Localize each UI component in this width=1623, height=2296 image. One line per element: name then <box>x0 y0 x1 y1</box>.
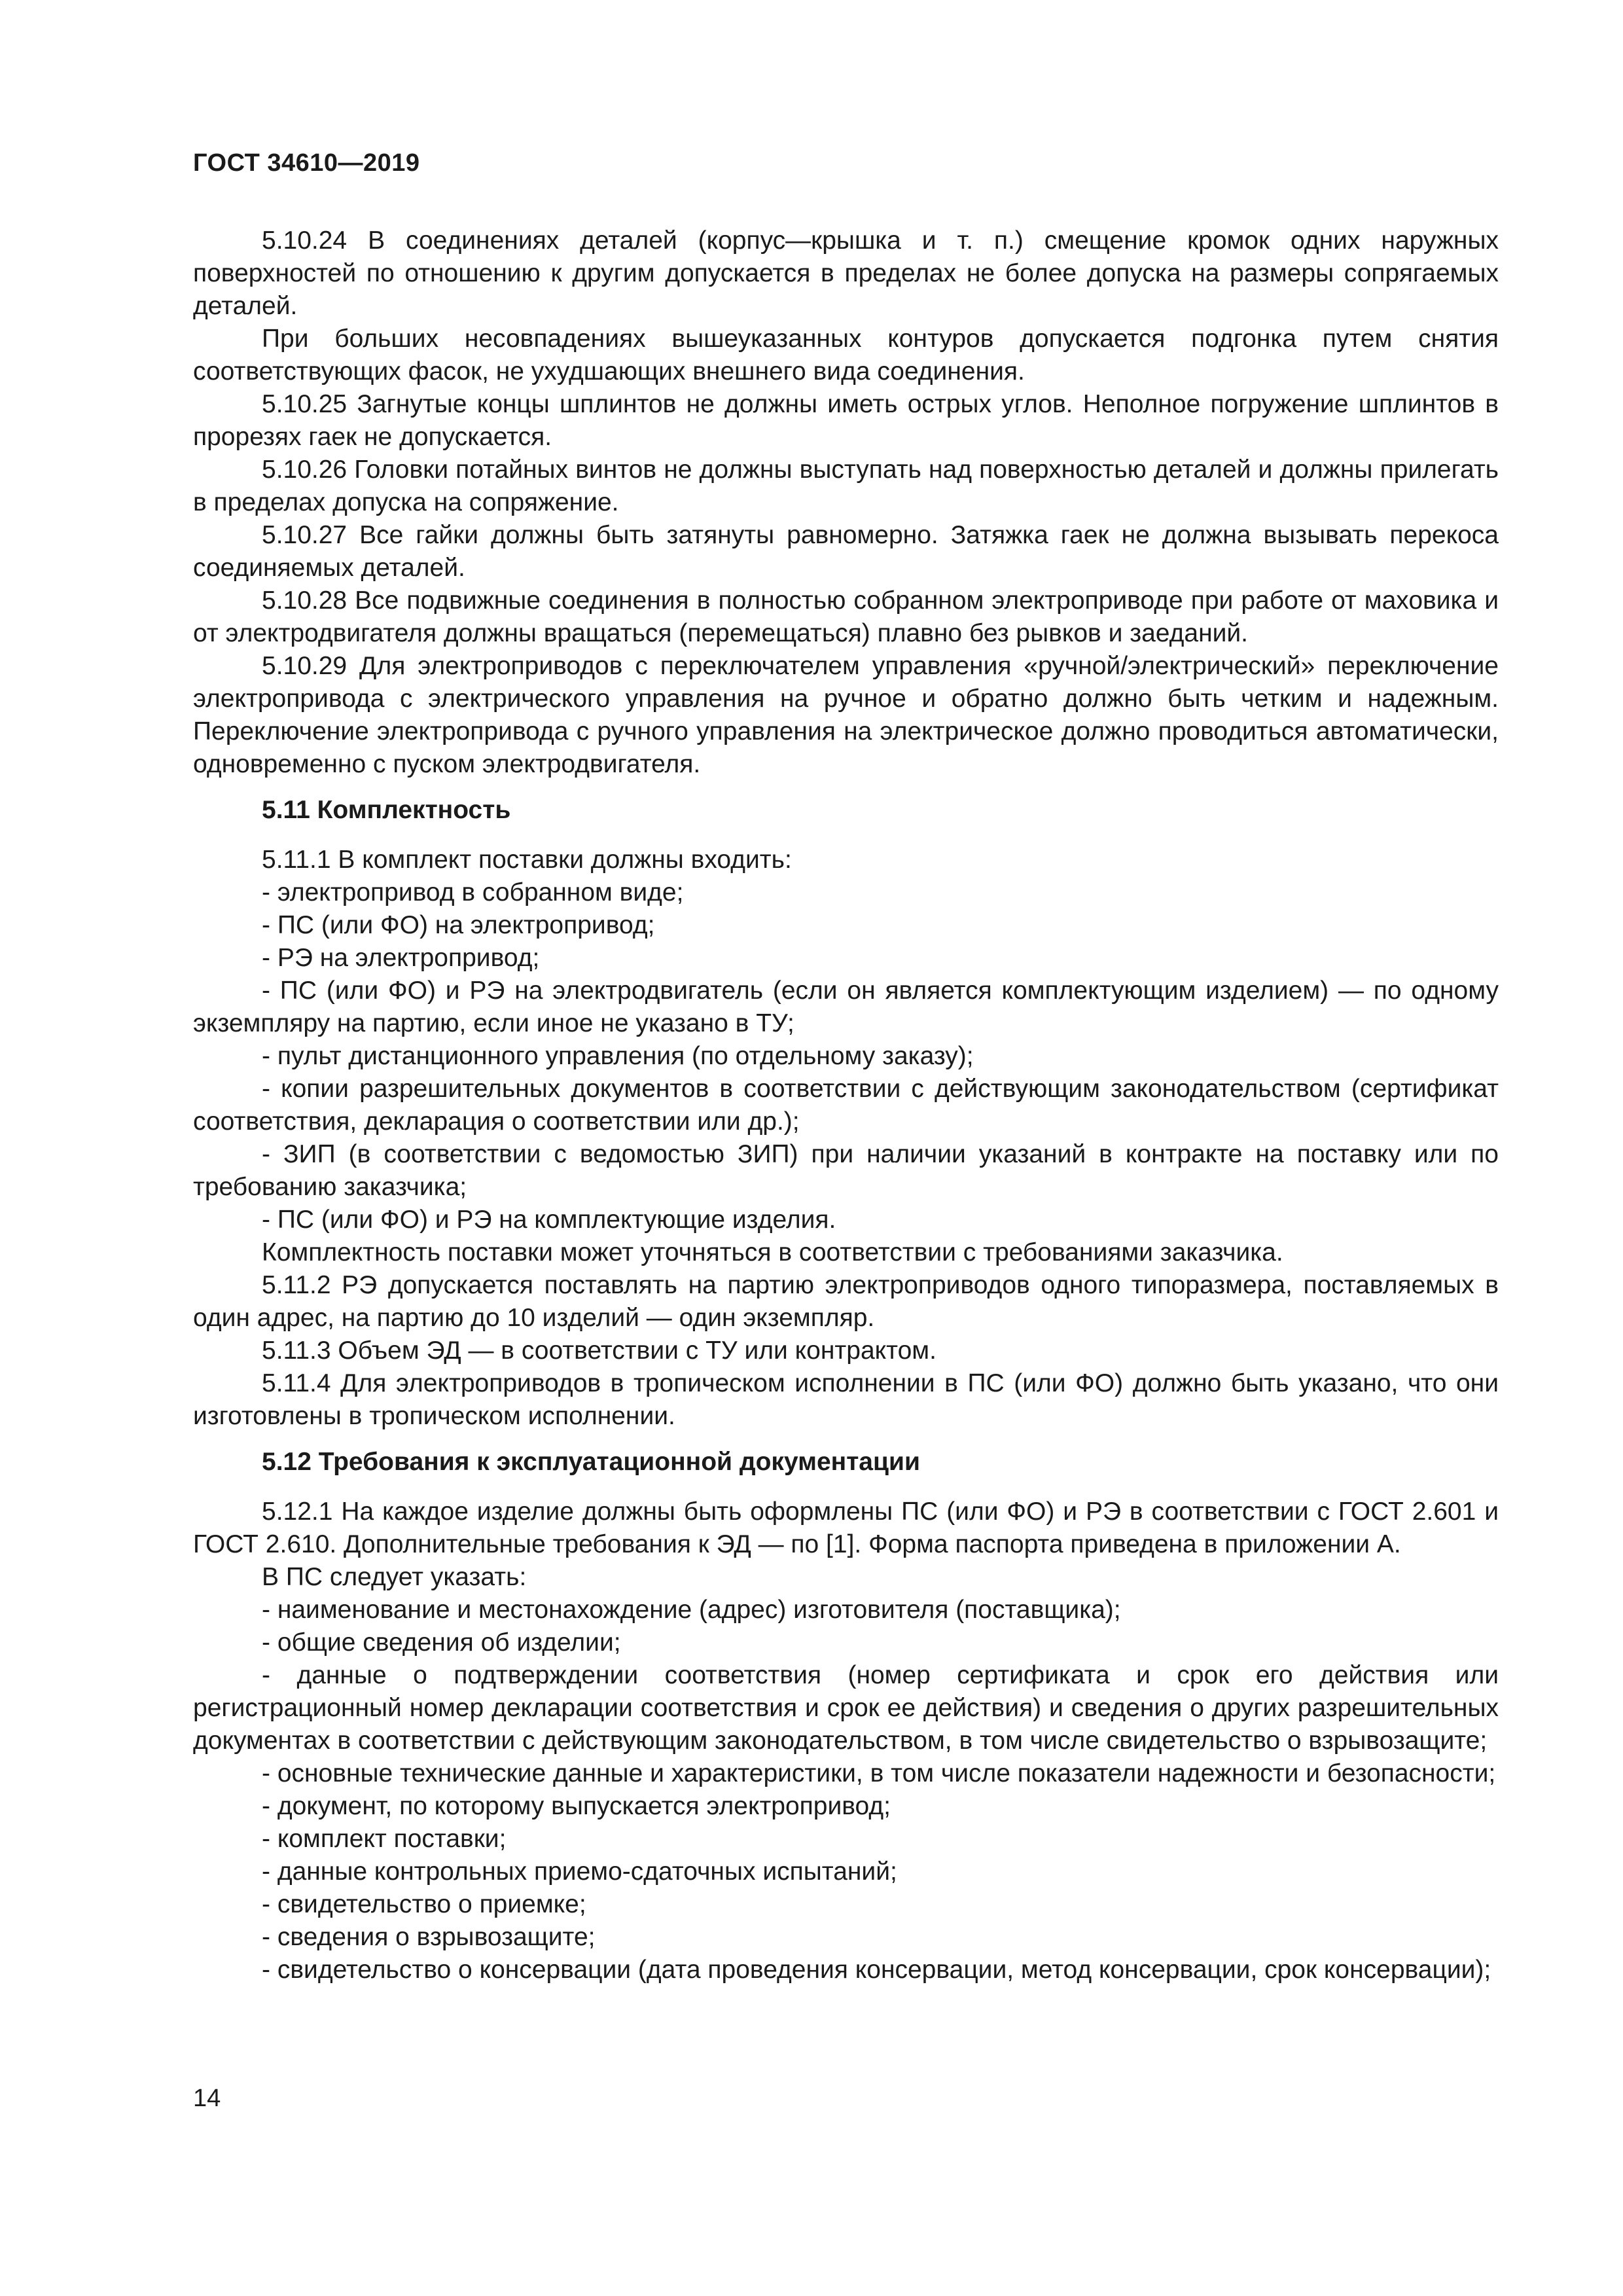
document-body <box>193 224 1499 1986</box>
list-item: - данные о подтверждении соответствия (номер сертификата и срок его действия или регистрационный номер декларации соответствия и срок ее действия) и сведения о других разрешительных документах в соответствии с действующим законодательством, в том числе свидетельство о взрывозащите; <box>193 1661 1499 1755</box>
page-number: 14 <box>193 2085 221 2112</box>
paragraph: 5.11.2 РЭ допускается поставлять на партию электроприводов одного типоразмера, поставляемых в один адрес, на партию до 10 изделий — один экземпляр. <box>193 1271 1499 1332</box>
list-item: - свидетельство о консервации (дата проведения консервации, метод консервации, срок консервации); <box>262 1956 1491 1984</box>
list-item: - данные контрольных приемо-сдаточных испытаний; <box>262 1857 897 1886</box>
paragraph: 5.11.4 Для электроприводов в тропическом исполнении в ПС (или ФО) должно быть указано, что они изготовлены в тропическом исполнении. <box>193 1369 1499 1430</box>
paragraph: 5.10.24 В соединениях деталей (корпус—крышка и т. п.) смещение кромок одних наружных поверхностей по отношению к другим допускается в пределах не более допуска на размеры сопрягаемых деталей. <box>193 226 1499 320</box>
list-item: - ПС (или ФО) на электропривод; <box>262 911 655 939</box>
list-item: - наименование и местонахождение (адрес) изготовителя (поставщика); <box>262 1596 1121 1624</box>
paragraph: В ПС следует указать: <box>262 1563 527 1591</box>
list-item: - ПС (или ФО) и РЭ на электродвигатель (если он является комплектующим изделием) — по одному экземпляру на партию, если иное не указано в ТУ; <box>193 977 1499 1037</box>
list-item: - свидетельство о приемке; <box>262 1890 586 1918</box>
paragraph: 5.11.1 В комплект поставки должны входить: <box>262 846 792 874</box>
section-heading-completeness: 5.11 Комплектность <box>262 796 511 824</box>
section-heading-documentation: 5.12 Требования к эксплуатационной документации <box>262 1448 920 1476</box>
paragraph: 5.10.26 Головки потайных винтов не должны выступать над поверхностью деталей и должны прилегать в пределах допуска на сопряжение. <box>193 456 1499 516</box>
list-item: - ПС (или ФО) и РЭ на комплектующие изделия. <box>262 1206 836 1234</box>
paragraph: 5.10.29 Для электроприводов с переключателем управления «ручной/электрический» переключение электропривода с электрического управления на ручное и обратно должно быть четким и надежным. Переключение электропривода с ручного управления на электрическое должно проводиться автоматически, одновременно с пуском электродвигателя. <box>193 652 1499 778</box>
list-item: - копии разрешительных документов в соответствии с действующим законодательством (сертификат соответствия, декларация о соответствии или др.); <box>193 1075 1499 1136</box>
paragraph: 5.10.27 Все гайки должны быть затянуты равномерно. Затяжка гаек не должна вызывать перекоса соединяемых деталей. <box>193 521 1499 582</box>
paragraph: 5.11.3 Объем ЭД — в соответствии с ТУ или контрактом. <box>262 1336 936 1365</box>
paragraph: 5.10.25 Загнутые концы шплинтов не должны иметь острых углов. Неполное погружение шплинтов в прорезях гаек не допускается. <box>193 390 1499 451</box>
list-item: - сведения о взрывозащите; <box>262 1923 596 1951</box>
list-item: - основные технические данные и характеристики, в том числе показатели надежности и безопасности; <box>262 1759 1496 1787</box>
document-header: ГОСТ 34610—2019 <box>193 149 420 177</box>
list-item: - электропривод в собранном виде; <box>262 878 684 906</box>
paragraph: 5.12.1 На каждое изделие должны быть оформлены ПС (или ФО) и РЭ в соответствии с ГОСТ 2.601 и ГОСТ 2.610. Дополнительные требования к ЭД — по [1]. Форма паспорта приведена в приложении А. <box>193 1498 1499 1558</box>
paragraph: При больших несовпадениях вышеуказанных контуров допускается подгонка путем снятия соответствующих фасок, не ухудшающих внешнего вида соединения. <box>193 325 1499 386</box>
paragraph: 5.10.28 Все подвижные соединения в полностью собранном электроприводе при работе от маховика и от электродвигателя должны вращаться (перемещаться) плавно без рывков и заеданий. <box>193 586 1499 647</box>
list-item: - ЗИП (в соответствии с ведомостью ЗИП) при наличии указаний в контракте на поставку или по требованию заказчика; <box>193 1140 1499 1201</box>
list-item: - общие сведения об изделии; <box>262 1628 621 1657</box>
list-item: - РЭ на электропривод; <box>262 944 540 972</box>
list-item: - пульт дистанционного управления (по отдельному заказу); <box>262 1042 974 1070</box>
paragraph: Комплектность поставки может уточняться в соответствии с требованиями заказчика. <box>262 1238 1283 1266</box>
list-item: - документ, по которому выпускается электропривод; <box>262 1792 891 1820</box>
list-item: - комплект поставки; <box>262 1825 507 1853</box>
